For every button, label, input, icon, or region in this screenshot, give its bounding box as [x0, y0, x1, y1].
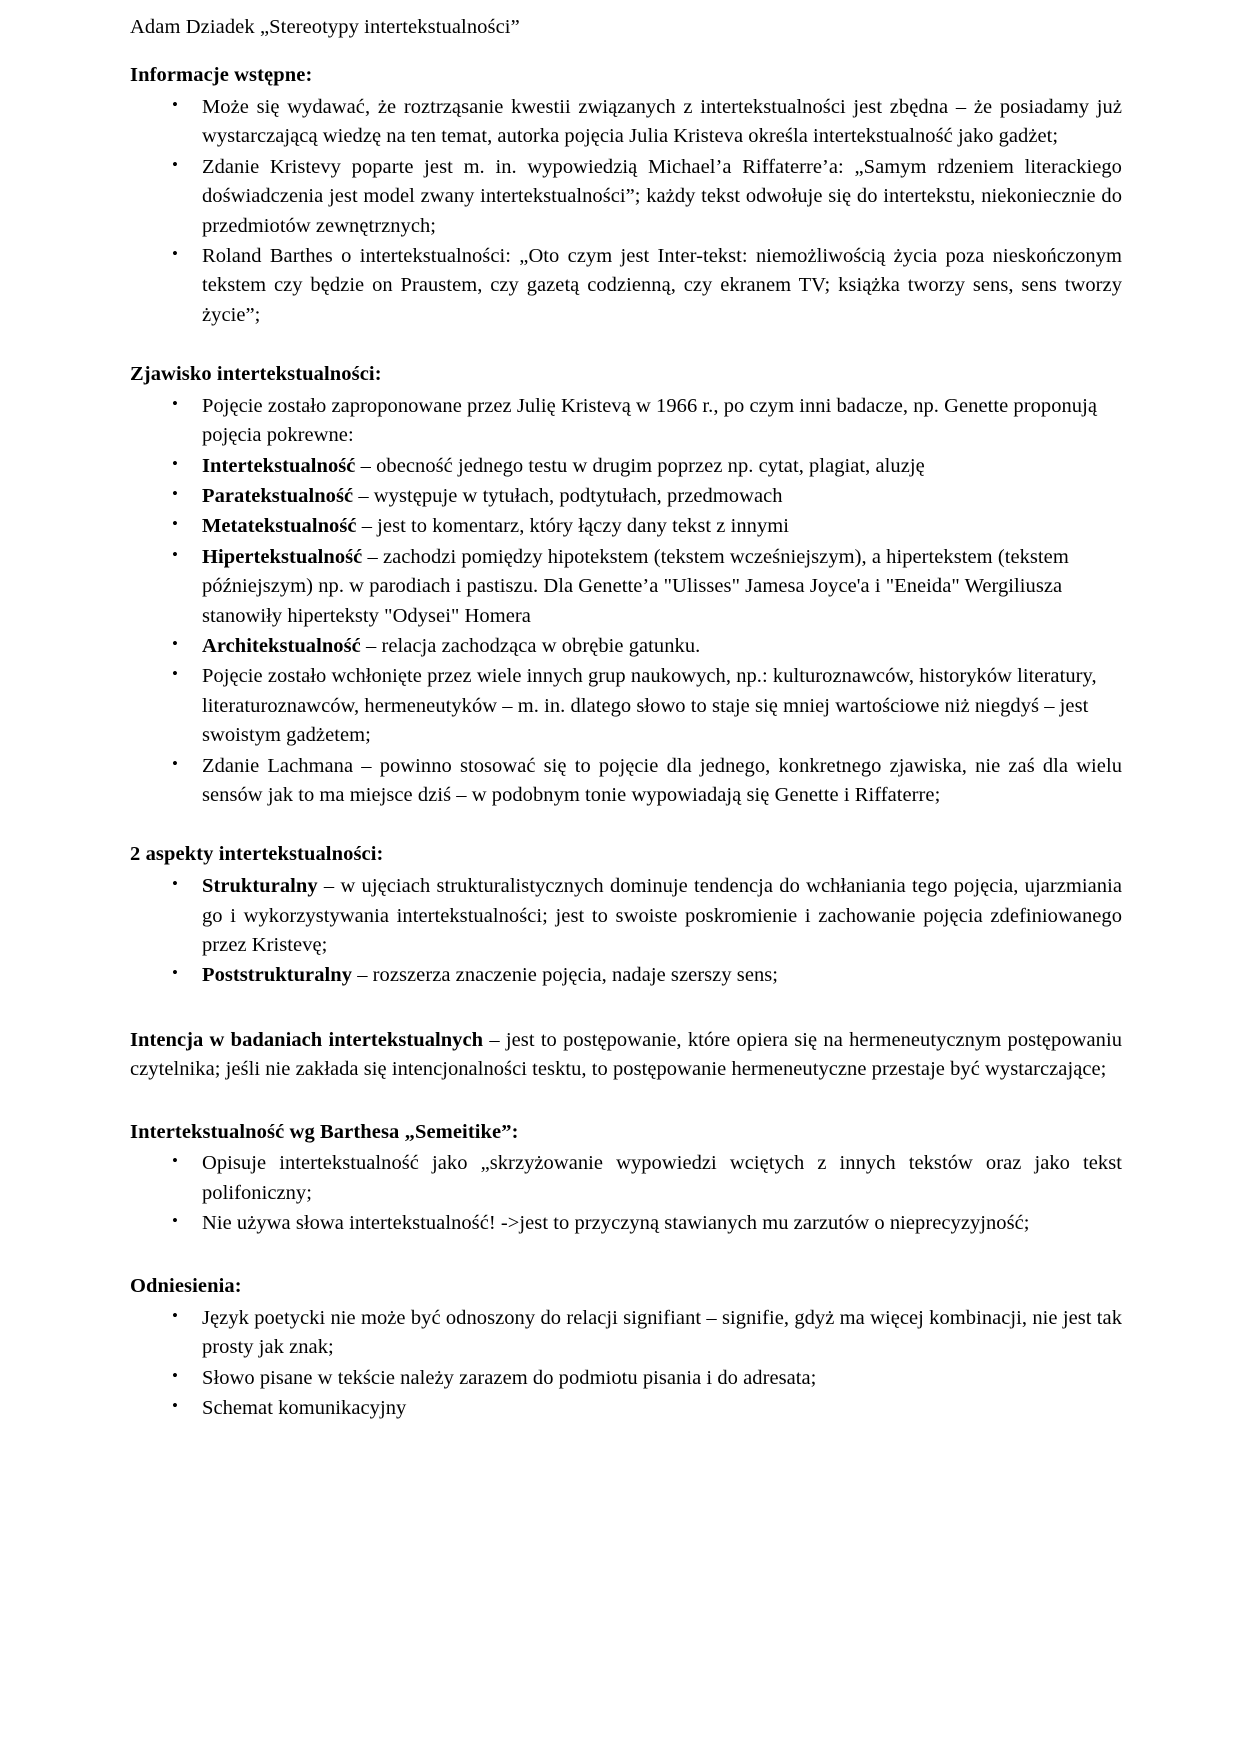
- list-item-text: Pojęcie zostało zaproponowane przez Julię Kristevą w 1966 r., po czym inni badacze, np. Genette proponują pojęcia pokrewne:: [202, 394, 1097, 447]
- spacer: [130, 811, 1122, 841]
- list-item-text: – występuje w tytułach, podtytułach, przedmowach: [353, 484, 783, 507]
- list-item: [130, 1304, 1122, 1363]
- section-barthes-semeitike: [130, 1119, 1122, 1239]
- section-zjawisko-intertekstualnosci: [130, 361, 1122, 810]
- list-item: [130, 512, 1122, 541]
- section-heading: 2 aspekty intertekstualności:: [130, 843, 384, 866]
- section-heading: Odniesienia:: [130, 1275, 242, 1298]
- list-item: [130, 93, 1122, 152]
- spacer: [130, 331, 1122, 361]
- list-item: [130, 153, 1122, 241]
- section-informacje-wstepne: [130, 62, 1122, 330]
- bullet-list: [130, 1149, 1122, 1238]
- list-item-text: Roland Barthes o intertekstualności: „Oto czym jest Inter-tekst: niemożliwością życia poza nieskończonym tekstem czy będzie on Praustem, czy gazetą codzienną, czy ekranem TV; książka tworzy sens, sens tworzy życie”;: [202, 244, 1122, 326]
- list-item-text: Schemat komunikacyjny: [202, 1397, 407, 1420]
- bullet-list: [130, 392, 1122, 811]
- list-item-text: – w ujęciach strukturalistycznych dominuje tendencja do wchłaniania tego pojęcia, ujarzmiania go i wykorzystywania intertekstualności; jest to swoiste poskromienie i zachowanie pojęcia zdefiniowanego przez Kristevę;: [202, 875, 1122, 956]
- section-odniesienia: [130, 1273, 1122, 1423]
- list-item-term: Poststrukturalny: [202, 964, 353, 987]
- page-title: Adam Dziadek „Stereotypy intertekstualności”: [130, 16, 520, 38]
- list-item-term: Hipertekstualność: [202, 545, 363, 568]
- list-item-term: Metatekstualność: [202, 515, 357, 538]
- list-item-text: – zachodzi pomiędzy hipotekstem (tekstem wcześniejszym), a hipertekstem (tekstem późniejszym) np. w parodiach i pastiszu. Dla Genette’a "Ulisses" Jamesa Joyce'a i "Eneida" Wergiliusza stanowiły hiperteksty "Odysei" Homera: [202, 545, 1069, 627]
- list-item: [130, 452, 1122, 481]
- list-item-term: Strukturalny: [202, 875, 318, 898]
- section-heading: Intertekstualność wg Barthesa „Semeitike”:: [130, 1120, 519, 1143]
- spacer: [130, 1085, 1122, 1119]
- spacer: [130, 1239, 1122, 1273]
- paragraph-term: Intencja w badaniach intertekstualnych: [130, 1028, 484, 1051]
- list-item-text: Język poetycki nie może być odnoszony do relacji signifiant – signifie, gdyż ma więcej kombinacji, nie jest tak prosty jak znak;: [202, 1307, 1122, 1359]
- list-item: [130, 961, 1122, 990]
- paragraph-intencja: [130, 1026, 1122, 1085]
- list-item-term: Intertekstualność: [202, 454, 356, 477]
- list-item-term: Paratekstualność: [202, 484, 354, 507]
- list-item-text: – jest to komentarz, który łączy dany tekst z innymi: [356, 515, 789, 538]
- list-item: [130, 543, 1122, 631]
- list-item: [130, 1394, 1122, 1423]
- list-item-text: – relacja zachodząca w obrębie gatunku.: [360, 635, 701, 658]
- list-item: [130, 632, 1122, 661]
- list-item-text: Nie używa słowa intertekstualność! ->jest to przyczyną stawianych mu zarzutów o nieprecyzyjność;: [202, 1211, 1030, 1234]
- list-item-text: – rozszerza znaczenie pojęcia, nadaje szerszy sens;: [352, 964, 779, 987]
- list-item: [130, 482, 1122, 511]
- list-item-term: Architekstualność: [202, 635, 361, 658]
- paragraph-text: – jest to postępowanie, które opiera się na hermeneutycznym postępowaniu czytelnika; jeśli nie zakłada się intencjonalności tesktu, to postępowanie hermeneutyczne przestaje być wystarczające;: [130, 1028, 1122, 1081]
- list-item-text: Słowo pisane w tekście należy zarazem do podmiotu pisania i do adresata;: [202, 1366, 817, 1389]
- list-item-text: Zdanie Lachmana – powinno stosować się to pojęcie dla jednego, konkretnego zjawiska, nie zaś dla wielu sensów jak to ma miejsce dziś – w podobnym tonie wypowiadają się Genette i Riffaterre;: [202, 754, 1122, 807]
- list-item: [130, 1209, 1122, 1238]
- section-dwa-aspekty: [130, 841, 1122, 990]
- list-item: [130, 242, 1122, 330]
- spacer: [130, 992, 1122, 1026]
- section-heading: Zjawisko intertekstualności:: [130, 363, 382, 386]
- bullet-list: [130, 93, 1122, 330]
- bullet-list: [130, 872, 1122, 991]
- list-item-text: Opisuje intertekstualność jako „skrzyżowanie wypowiedzi wciętych z innych tekstów oraz jako tekst polifoniczny;: [202, 1152, 1122, 1204]
- list-item: [130, 1149, 1122, 1208]
- list-item: [130, 662, 1122, 750]
- list-item-text: – obecność jednego testu w drugim poprzez np. cytat, plagiat, aluzję: [355, 454, 925, 477]
- list-item: [130, 872, 1122, 960]
- bullet-list: [130, 1304, 1122, 1424]
- section-heading: Informacje wstępne:: [130, 64, 313, 87]
- list-item-text: Może się wydawać, że roztrząsanie kwestii związanych z intertekstualności jest zbędna – że posiadamy już wystarczającą wiedzę na ten temat, autorka pojęcia Julia Kristeva określa intertekstualność jako gadżet;: [202, 95, 1122, 148]
- list-item: [130, 392, 1122, 451]
- list-item-text: Pojęcie zostało wchłonięte przez wiele innych grup naukowych, np.: kulturoznawców, historyków literatury, literaturoznawców, hermeneutyków – m. in. dlatego słowo to staje się mniej wartościowe niż niegdyś – jest swoistym gadżetem;: [202, 665, 1097, 747]
- list-item-text: Zdanie Kristevy poparte jest m. in. wypowiedzią Michael’a Riffaterre’a: „Samym rdzeniem literackiego doświadczenia jest model zwany intertekstualności”; każdy tekst odwołuje się do intertekstu, niekoniecznie do przedmiotów zewnętrznych;: [202, 155, 1122, 237]
- list-item: [130, 752, 1122, 811]
- list-item: [130, 1364, 1122, 1393]
